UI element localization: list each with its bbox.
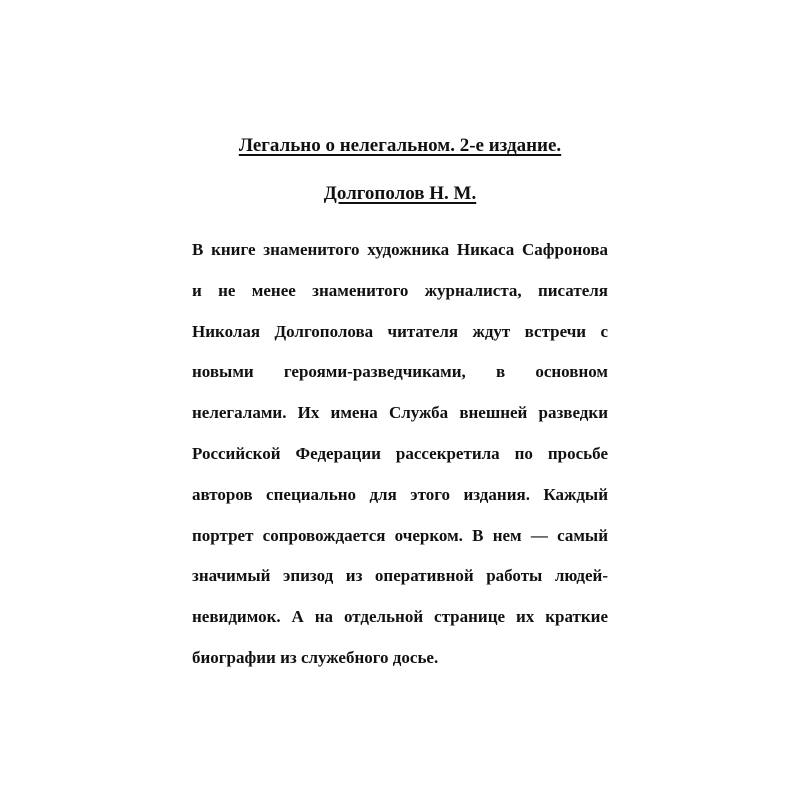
description-line: В книге знаменитого художника Никаса Сафронова: [192, 240, 608, 259]
description-line: Николая Долгополова читателя ждут встречи с: [192, 321, 608, 341]
book-title: [0, 135, 800, 157]
description-line: и не менее знаменитого журналиста, писателя: [192, 280, 608, 300]
description-line: значимый эпизод из оперативной работы людей-: [192, 566, 608, 586]
book-author: [0, 183, 800, 205]
description-line: новыми героями-разведчиками, в основном: [192, 362, 608, 382]
description-line: нелегалами. Их имена Служба внешней разведки: [192, 403, 608, 423]
book-description: [192, 230, 608, 679]
description-line: Российской Федерации рассекретила по просьбе: [192, 443, 608, 463]
book-title-text: Легально о нелегальном. 2-е издание.: [238, 135, 562, 156]
description-line: портрет сопровождается очерком. В нем — самый: [192, 525, 608, 545]
description-line: биографии из служебного досье.: [192, 647, 439, 667]
description-line: авторов специально для этого издания. Каждый: [192, 484, 608, 504]
book-author-text: Долгополов Н. М.: [323, 183, 477, 204]
description-line: невидимок. А на отдельной странице их краткие: [192, 607, 608, 627]
